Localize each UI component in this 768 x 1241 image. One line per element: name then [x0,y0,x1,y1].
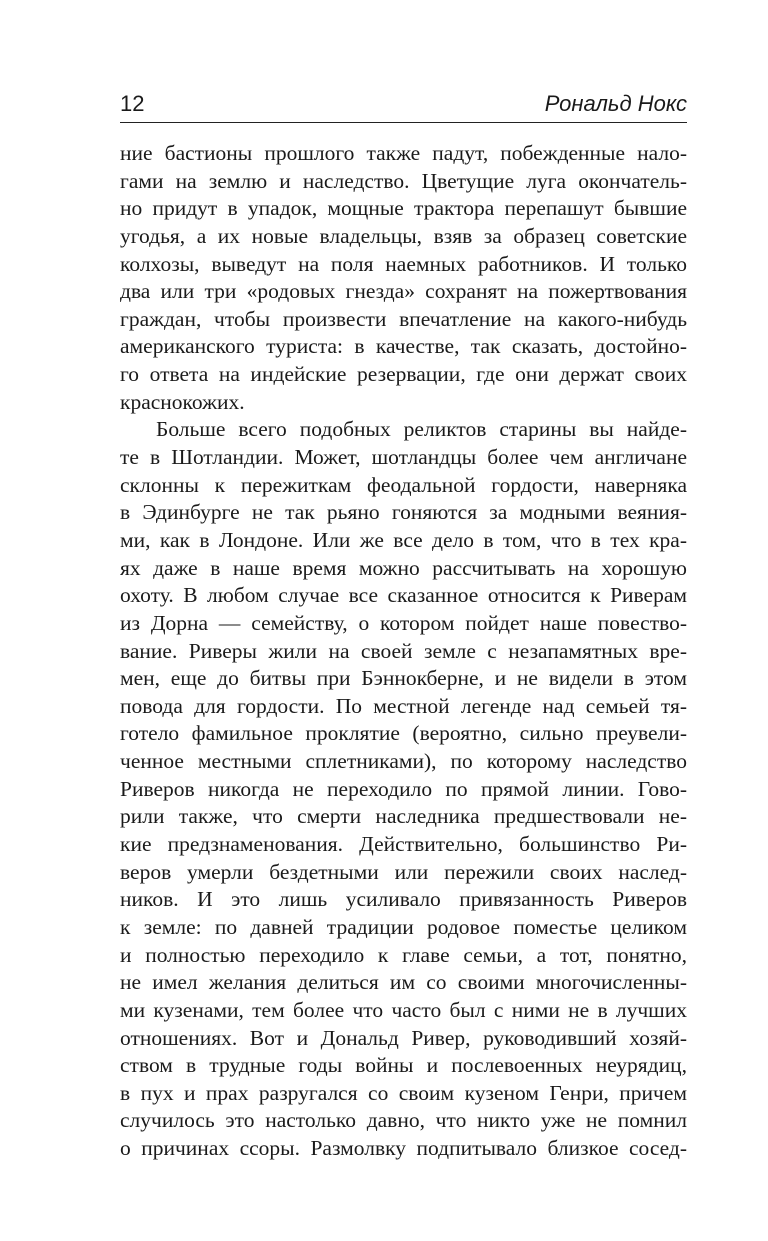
text-line: граждан, чтобы произвести впечатление на какого-нибудь [120,306,687,331]
text-line: охоту. В любом случае все сказанное относится к Риверам [120,583,687,608]
text-line: те в Шотландии. Может, шотландцы более чем англичане [120,445,687,470]
text-line: колхозы, выведут на поля наемных работников. И только [120,251,687,276]
paragraph-2 [120,416,687,1162]
text-line: мен, еще до битвы при Бэннокберне, и не видели в этом [120,666,687,691]
page-number: 12 [120,91,145,116]
body-text [120,140,687,1163]
text-line: гами на землю и наследство. Цветущие луга окончатель- [120,168,687,193]
text-line: вание. Риверы жили на своей земле с незапамятных вре- [120,638,687,663]
text-line: ях даже в наше время можно рассчитывать на хорошую [120,555,687,580]
text-line: кие предзнаменования. Действительно, большинство Ри- [120,832,687,857]
text-line: американского туриста: в качестве, так сказать, достойно- [120,334,687,359]
text-line: го ответа на индейские резервации, где они держат своих [120,362,687,387]
text-line: угодья, а их новые владельцы, взяв за образец советские [120,223,687,248]
text-line: в пух и прах разругался со своим кузеном Генри, причем [120,1080,687,1105]
text-line: не имел желания делиться им со своими многочисленны- [120,970,687,995]
text-line: готело фамильное проклятие (вероятно, сильно преувели- [120,721,687,746]
text-line: из Дорна — семейству, о котором пойдет наше повество- [120,610,687,635]
text-line: ние бастионы прошлого также падут, побежденные нало- [120,141,687,165]
header-rule [120,122,687,123]
text-line: Больше всего подобных реликтов старины вы найде- [156,417,687,442]
text-line: ченное местными сплетниками), по которому наследство [120,749,687,774]
text-line: но придут в упадок, мощные трактора перепашут бывшие [120,196,687,221]
text-line: случилось это настолько давно, что никто уже не помнил [120,1108,687,1133]
running-head-author: Рональд Нокс [544,91,687,116]
text-line: в Эдинбурге не так рьяно гоняются за модными веяния- [120,500,687,525]
text-line: отношениях. Вот и Дональд Ривер, руководивший хозяй- [120,1025,687,1050]
text-line: краснокожих. [120,389,245,414]
text-line: ми, как в Лондоне. Или же все дело в том, что в тех кра- [120,527,687,552]
text-line: повода для гордости. По местной легенде над семьей тя- [120,693,687,718]
text-line: склонны к пережиткам феодальной гордости, наверняка [120,472,687,497]
text-line: ми кузенами, тем более что часто был с ними не в лучших [120,997,687,1022]
text-line: Риверов никогда не переходило по прямой линии. Гово- [120,776,687,801]
paragraph-1 [120,140,687,416]
text-line: к земле: по давней традиции родовое поместье целиком [120,914,687,939]
page-header [120,88,687,122]
text-line: и полностью переходило к главе семьи, а тот, понятно, [120,942,687,967]
text-line: веров умерли бездетными или пережили своих наслед- [120,859,687,884]
text-line: ством в трудные годы войны и послевоенных неурядиц, [120,1053,687,1078]
text-line: ников. И это лишь усиливало привязанность Риверов [120,887,687,912]
text-line: рили также, что смерти наследника предшествовали не- [120,804,687,829]
text-line: два или три «родовых гнезда» сохранят на пожертвования [120,279,687,304]
text-line: о причинах ссоры. Размолвку подпитывало близкое сосед- [120,1136,687,1161]
